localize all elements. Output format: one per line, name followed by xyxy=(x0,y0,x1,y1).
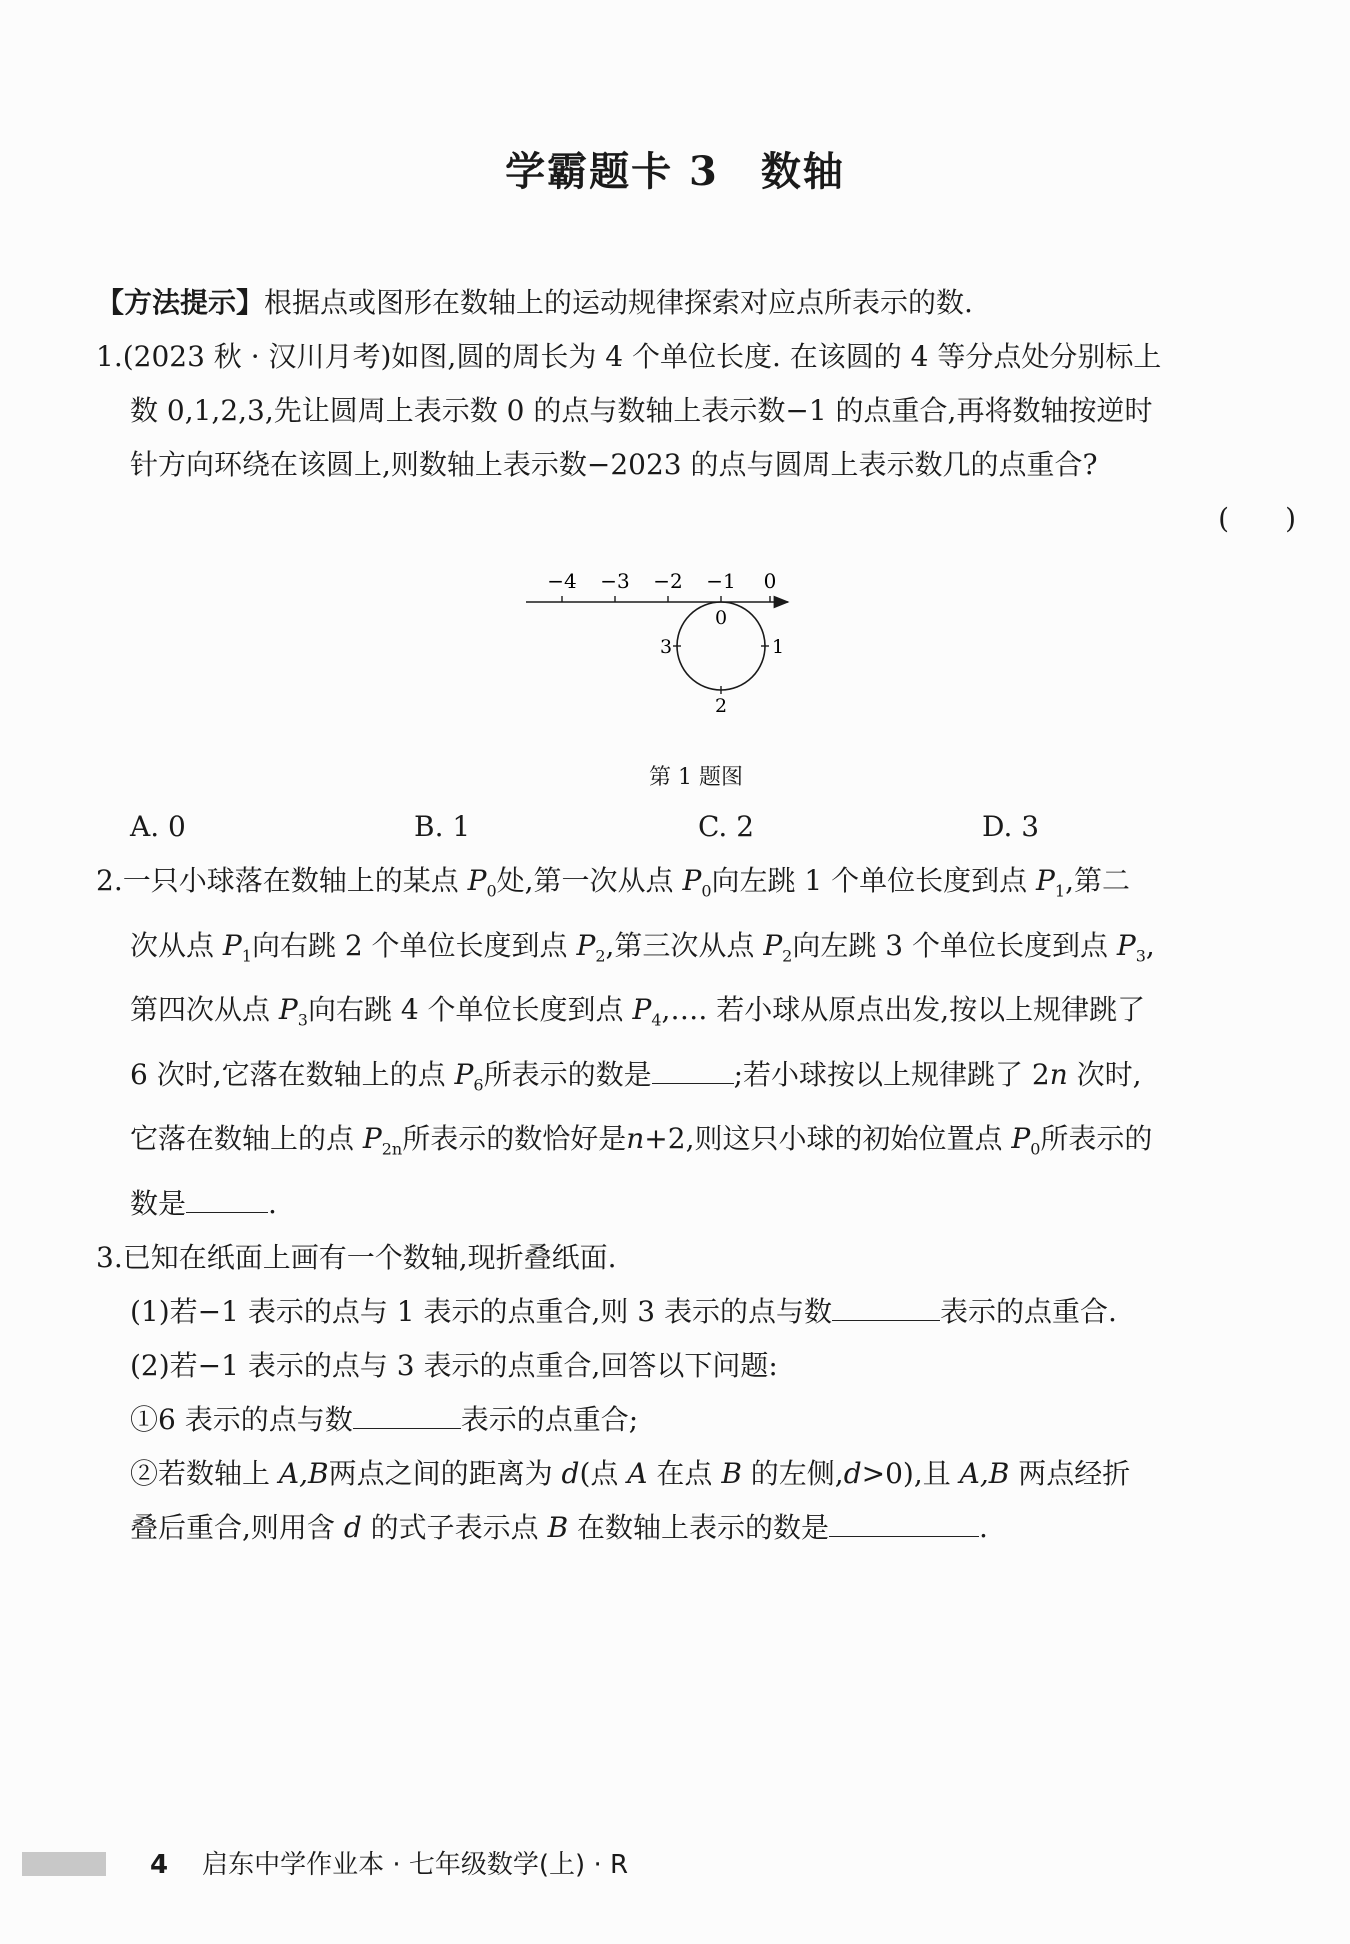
figure-caption: 第 1 题图 xyxy=(649,765,743,790)
symbol: P xyxy=(576,928,596,962)
text: 处,第一次从点 xyxy=(496,864,683,897)
text: 向左跳 1 个单位长度到点 xyxy=(711,864,1037,897)
text: ①6 表示的点与数 xyxy=(130,1402,353,1436)
q1-line-1: 1.(2023 秋 · 汉川月考)如图,圆的周长为 4 个单位长度. 在该圆的 4 等分点处分别标上 xyxy=(96,340,1162,373)
axis-tick-label: −2 xyxy=(653,569,683,593)
subscript: 0 xyxy=(1030,1139,1041,1159)
answer-blank[interactable] xyxy=(652,1053,734,1084)
text: 两点之间的距离为 xyxy=(328,1456,562,1490)
choice-d: D. 3 xyxy=(982,810,1040,843)
q3-line-5 xyxy=(96,1447,1296,1501)
text: ;若小球按以上规律跳了 2 xyxy=(733,1057,1050,1091)
circle-label: 2 xyxy=(714,695,728,712)
text: 它落在数轴上的点 xyxy=(130,1122,363,1156)
q1-choices xyxy=(96,800,1296,854)
text: 的左侧, xyxy=(741,1456,844,1490)
page-footer xyxy=(0,1836,1350,1886)
page-number: 4 xyxy=(150,1850,169,1880)
subscript: 3 xyxy=(297,1010,308,1030)
question-3 xyxy=(96,1231,1296,1555)
text: 所表示的 xyxy=(1040,1122,1153,1156)
q2-line-6 xyxy=(96,1177,1296,1231)
text: 数是 xyxy=(130,1186,187,1220)
choice-c: C. 2 xyxy=(698,810,755,843)
subscript: 1 xyxy=(1054,881,1066,901)
choice-b: B. 1 xyxy=(414,810,471,843)
circle-label: 1 xyxy=(771,636,785,658)
symbol: P xyxy=(278,993,298,1027)
q2-line-5 xyxy=(96,1112,1296,1177)
book-title: 启东中学作业本 · 七年级数学(上) · R xyxy=(202,1850,629,1880)
answer-blank[interactable] xyxy=(353,1398,461,1429)
text: 在点 xyxy=(647,1456,722,1490)
text: ,第三次从点 xyxy=(605,928,764,962)
content xyxy=(96,276,1296,1555)
axis-tick-label: 0 xyxy=(763,569,777,593)
choice-a: A. 0 xyxy=(130,810,186,843)
symbol: B xyxy=(721,1456,742,1490)
symbol: A xyxy=(627,1456,648,1490)
symbol: P xyxy=(362,1122,382,1156)
q3-line-2 xyxy=(96,1285,1296,1339)
axis-tick-label: −3 xyxy=(600,569,630,593)
text: 向右跳 4 个单位长度到点 xyxy=(307,993,633,1027)
text: 两点经折 xyxy=(1009,1456,1131,1490)
hint-label: 【方法提示】 xyxy=(96,286,265,319)
text: 次从点 xyxy=(130,928,223,962)
subscript: 2 xyxy=(782,946,793,966)
q1-line-3: 针方向环绕在该圆上,则数轴上表示数−2023 的点与圆周上表示数几的点重合? xyxy=(130,448,1098,481)
symbol: P xyxy=(763,928,783,962)
number-line-circle-diagram xyxy=(516,552,816,712)
text: 所表示的数是 xyxy=(483,1057,652,1091)
text: 向左跳 3 个单位长度到点 xyxy=(792,928,1117,962)
subscript: 2n xyxy=(381,1139,403,1159)
subscript: 2 xyxy=(595,946,606,966)
text: 表示的点重合. xyxy=(939,1294,1117,1328)
text: 2.一只小球落在数轴上的某点 xyxy=(96,864,468,897)
text: 所表示的数恰好是 xyxy=(402,1122,627,1156)
text: +2,则这只小球的初始位置点 xyxy=(644,1122,1012,1156)
answer-blank[interactable] xyxy=(829,1506,979,1537)
circle-label: 3 xyxy=(659,636,673,658)
answer-blank[interactable] xyxy=(832,1290,940,1321)
page-title: 学霸题卡 3 数轴 xyxy=(505,148,845,195)
text: ②若数轴上 xyxy=(130,1456,279,1490)
symbol: B xyxy=(547,1510,569,1544)
q3-line-1: 3.已知在纸面上画有一个数轴,现折叠纸面. xyxy=(96,1240,617,1274)
text: (点 xyxy=(579,1456,628,1490)
text: . xyxy=(979,1510,988,1544)
answer-paren: ( ) xyxy=(1218,502,1296,535)
symbol: P xyxy=(454,1057,474,1091)
symbol: P xyxy=(222,928,242,962)
hint-text: 根据点或图形在数轴上的运动规律探索对应点所表示的数. xyxy=(264,286,973,319)
axis-tick-label: −4 xyxy=(547,569,577,593)
method-hint xyxy=(96,276,1296,330)
subscript: 4 xyxy=(651,1010,662,1030)
text: (1)若−1 表示的点与 1 表示的点重合,则 3 表示的点与数 xyxy=(130,1294,832,1328)
symbol: d xyxy=(561,1456,580,1490)
axis-tick-label: −1 xyxy=(706,569,736,593)
question-2 xyxy=(96,854,1296,1231)
symbol: d xyxy=(843,1456,862,1490)
text: >0),且 xyxy=(861,1456,960,1490)
text: , xyxy=(1145,928,1155,962)
symbol: P xyxy=(1036,864,1055,897)
q3-line-6 xyxy=(96,1501,1296,1555)
subscript: 0 xyxy=(701,881,712,901)
q3-line-3: (2)若−1 表示的点与 3 表示的点重合,回答以下问题: xyxy=(130,1348,778,1382)
answer-blank[interactable] xyxy=(186,1182,268,1213)
text: 表示的点重合; xyxy=(460,1402,639,1436)
text: 叠后重合,则用含 xyxy=(130,1510,344,1544)
q1-line-2: 数 0,1,2,3,先让圆周上表示数 0 的点与数轴上表示数−1 的点重合,再将数轴按逆时 xyxy=(130,394,1153,427)
text: ,…. 若小球从原点出发,按以上规律跳了 xyxy=(661,993,1146,1027)
text: 第四次从点 xyxy=(130,993,279,1027)
text: 的式子表示点 xyxy=(361,1510,548,1544)
text: 6 次时,它落在数轴上的点 xyxy=(130,1057,455,1091)
footer-bar xyxy=(22,1852,106,1876)
symbol: d xyxy=(343,1510,362,1544)
q2-line-4 xyxy=(96,1048,1296,1113)
text: . xyxy=(268,1186,277,1220)
q2-line-2 xyxy=(96,919,1296,984)
q3-line-4 xyxy=(96,1393,1296,1447)
subscript: 6 xyxy=(473,1075,484,1095)
symbol: n xyxy=(626,1122,645,1156)
symbol: P xyxy=(632,993,652,1027)
symbol: P xyxy=(1011,1122,1031,1156)
q1-figure xyxy=(96,546,1296,756)
circle-label: 0 xyxy=(714,607,728,629)
symbol: P xyxy=(1116,928,1136,962)
q2-line-1 xyxy=(96,854,1296,919)
q2-line-3 xyxy=(96,983,1296,1048)
subscript: 0 xyxy=(486,881,497,901)
symbol: A,B xyxy=(278,1456,329,1490)
symbol: P xyxy=(467,864,487,897)
subscript: 3 xyxy=(1135,946,1146,966)
footer-text xyxy=(150,1844,628,1881)
symbol: P xyxy=(682,864,702,897)
symbol: A,B xyxy=(959,1456,1010,1490)
subscript: 1 xyxy=(241,946,252,966)
text: ,第二 xyxy=(1065,864,1130,897)
question-1 xyxy=(96,330,1296,854)
text: 在数轴上表示的数是 xyxy=(568,1510,830,1544)
text: 次时, xyxy=(1067,1057,1142,1091)
text: 向右跳 2 个单位长度到点 xyxy=(251,928,577,962)
symbol: n xyxy=(1049,1057,1068,1091)
